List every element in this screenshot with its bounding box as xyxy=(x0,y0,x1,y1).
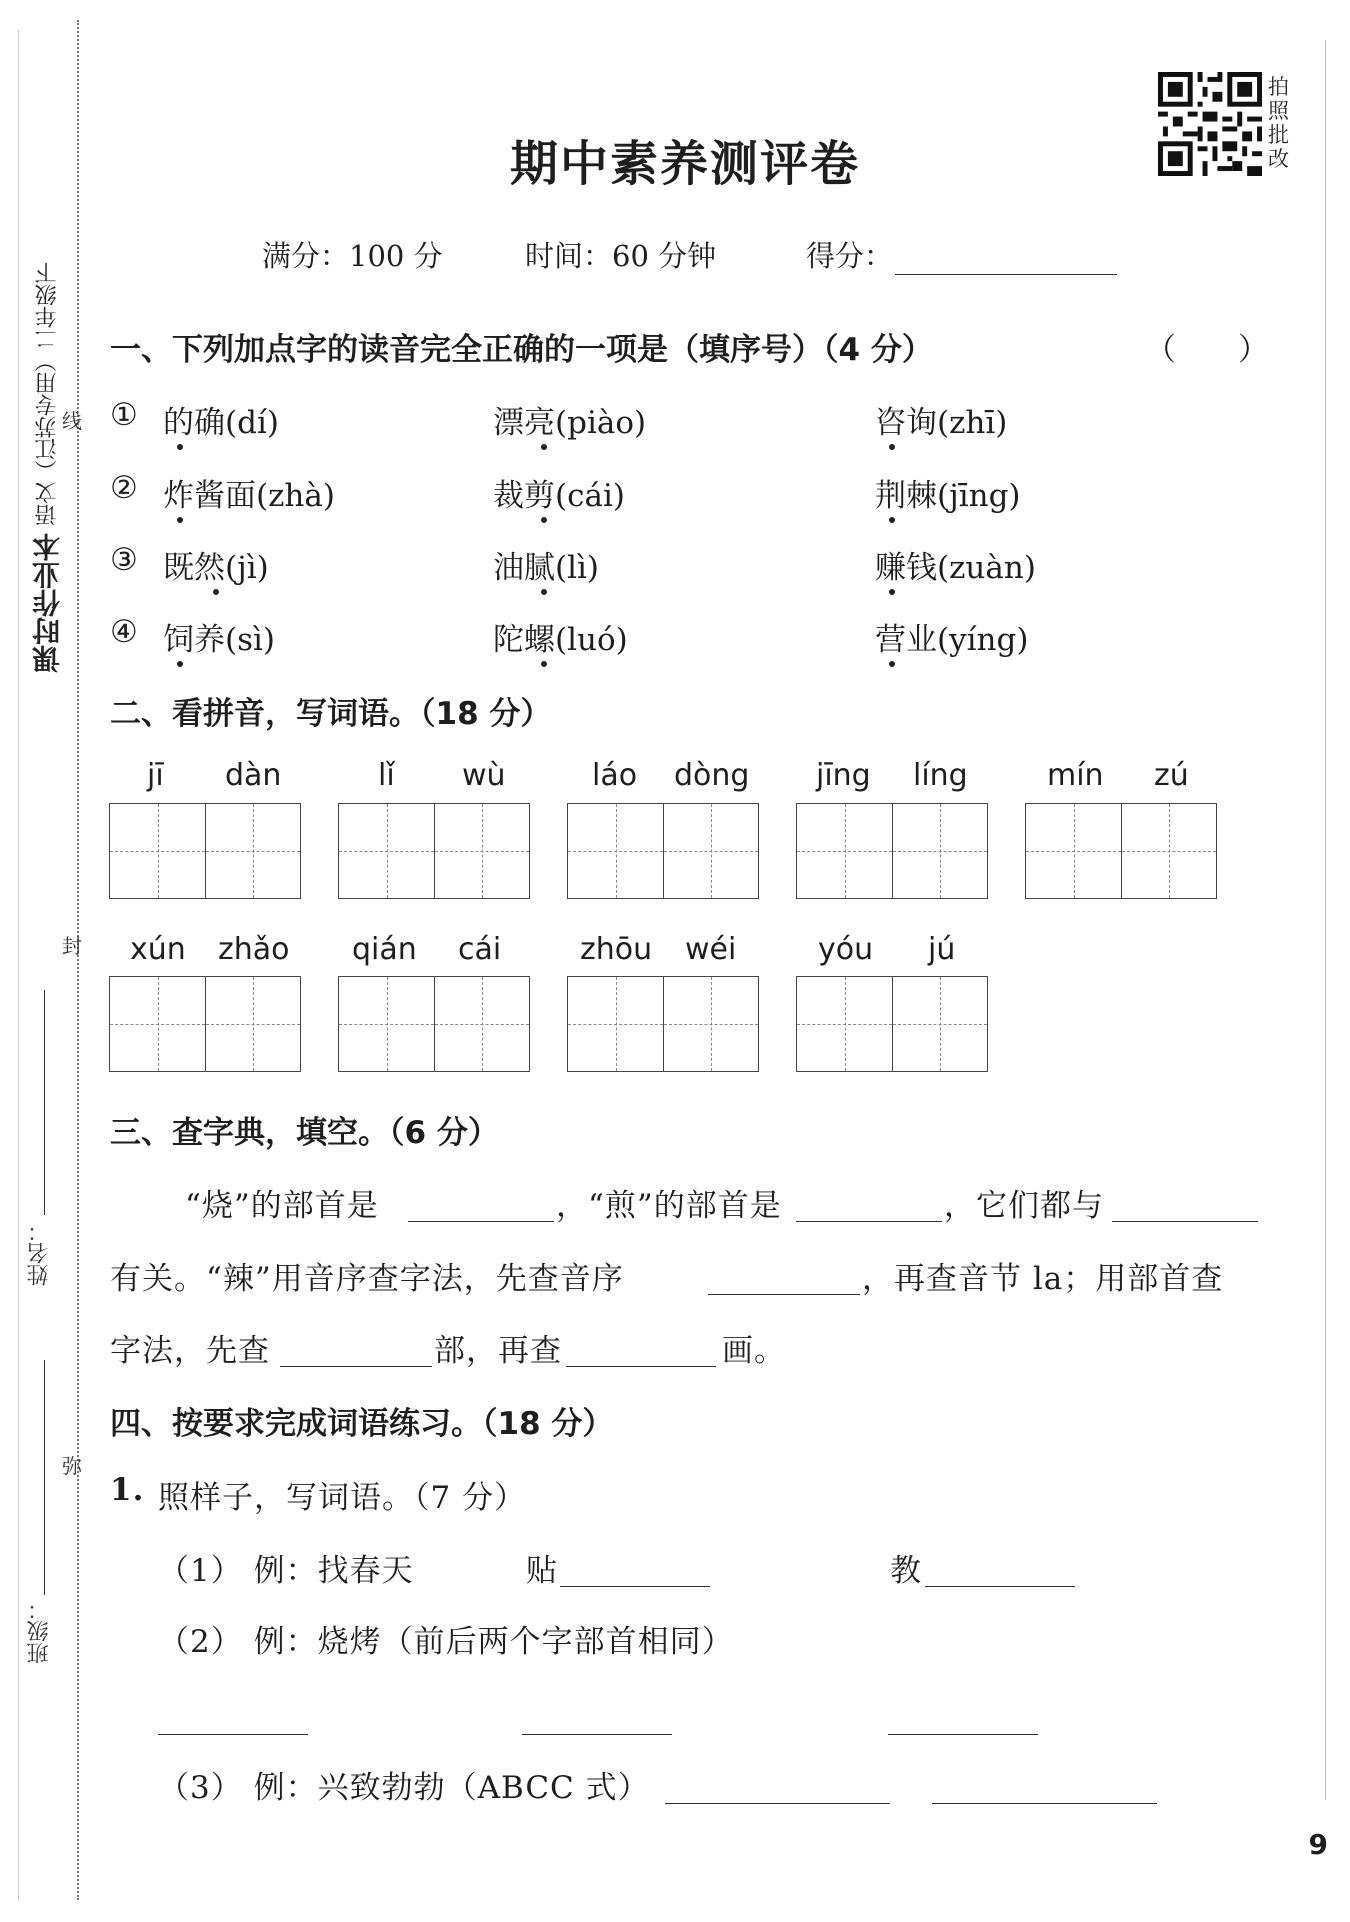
section2-heading: 二、看拼音，写词语。（18 分） xyxy=(110,696,552,732)
emphasis-dot xyxy=(541,589,547,595)
pinyin: jī xyxy=(147,758,164,793)
binding-char-seal: 封 xyxy=(62,934,82,958)
section3-heading: 三、查字典，填空。（6 分） xyxy=(110,1115,499,1151)
edition-name: 语文（江苏专用）二年级下 xyxy=(35,262,60,526)
pinyin: yóu xyxy=(818,932,874,967)
option-number: ① xyxy=(110,397,138,433)
example-1-prompt: 贴 xyxy=(526,1553,558,1589)
fill-text: 有关。“辣”用音序查字法，先查音序 xyxy=(110,1261,624,1297)
emphasis-dot xyxy=(889,517,895,523)
answer-blank[interactable] xyxy=(560,1585,710,1587)
writing-grid[interactable] xyxy=(109,803,301,899)
emphasis-dot xyxy=(213,589,219,595)
fill-blank[interactable] xyxy=(280,1365,432,1367)
qr-caption-char: 拍 xyxy=(1268,75,1289,99)
qr-caption xyxy=(1268,75,1292,171)
fill-text: 字法，先查 xyxy=(110,1333,270,1369)
qr-caption-char: 批 xyxy=(1268,123,1289,147)
binding-dotted-line xyxy=(77,20,79,1900)
name-write-line[interactable] xyxy=(44,990,45,1215)
emphasis-dot xyxy=(177,661,183,667)
pinyin: zhǎo xyxy=(218,932,290,967)
answer-blank[interactable] xyxy=(158,1733,308,1735)
option-item: 裁剪(cái) xyxy=(493,478,625,514)
pinyin: láo xyxy=(592,758,638,793)
option-item: 漂亮(piào) xyxy=(493,405,647,441)
writing-grid[interactable] xyxy=(796,803,988,899)
example-2: （2） 例：烧烤（前后两个字部首相同） xyxy=(158,1624,734,1660)
pinyin: zhōu xyxy=(580,932,653,967)
class-label: 班级： xyxy=(27,1598,52,1664)
fill-text: 部，再查 xyxy=(434,1333,562,1369)
option-item: 赚钱(zuàn) xyxy=(875,550,1036,586)
option-number: ② xyxy=(110,470,138,506)
score-label: 得分： xyxy=(806,239,894,273)
fill-text: 画。 xyxy=(722,1333,786,1369)
emphasis-dot xyxy=(541,444,547,450)
option-item: 的确(dí) xyxy=(163,405,279,441)
exam-title: 期中素养测评卷 xyxy=(509,136,860,192)
pinyin: qián xyxy=(352,932,417,967)
page-number: 9 xyxy=(1308,1828,1328,1861)
page-edge-line xyxy=(18,30,19,1900)
question-number: 1. xyxy=(110,1472,145,1508)
pinyin: jú xyxy=(928,932,956,967)
option-item: 饲养(sì) xyxy=(163,622,276,658)
spine-label xyxy=(28,262,68,673)
pinyin: zú xyxy=(1154,758,1189,793)
pinyin: líng xyxy=(913,758,968,793)
writing-grid[interactable] xyxy=(567,976,759,1072)
option-item: 油腻(lì) xyxy=(493,550,600,586)
option-item: 咨询(zhī) xyxy=(875,405,1008,441)
name-label: 姓名： xyxy=(27,1220,52,1286)
answer-blank[interactable] xyxy=(665,1802,890,1804)
example-1-prompt: 教 xyxy=(890,1553,922,1589)
writing-grid[interactable] xyxy=(1025,803,1217,899)
writing-grid[interactable] xyxy=(567,803,759,899)
answer-blank[interactable] xyxy=(888,1733,1038,1735)
fill-blank[interactable] xyxy=(1112,1220,1258,1222)
pinyin: dàn xyxy=(225,758,282,793)
emphasis-dot xyxy=(889,589,895,595)
fill-text: “烧”的部首是 xyxy=(185,1188,379,1224)
class-write-line[interactable] xyxy=(44,1360,45,1595)
option-number: ③ xyxy=(110,542,138,578)
pinyin: mín xyxy=(1047,758,1104,793)
qr-caption-char: 改 xyxy=(1268,147,1289,171)
section1-answer-paren[interactable]: （ ） xyxy=(1145,332,1269,368)
pinyin: dòng xyxy=(674,758,750,793)
answer-blank[interactable] xyxy=(925,1585,1075,1587)
qr-caption-char: 照 xyxy=(1268,99,1289,123)
binding-char-mi: 弥 xyxy=(62,1454,82,1478)
writing-grid[interactable] xyxy=(338,976,530,1072)
section4-heading: 四、按要求完成词语练习。（18 分） xyxy=(110,1406,614,1442)
example-1: （1） 例：找春天 xyxy=(158,1553,414,1589)
right-edge-line xyxy=(1325,40,1326,1800)
option-number: ④ xyxy=(110,614,138,650)
fill-blank[interactable] xyxy=(796,1220,942,1222)
emphasis-dot xyxy=(541,661,547,667)
option-item: 陀螺(luó) xyxy=(493,622,628,658)
qr-code-icon[interactable] xyxy=(1158,72,1262,176)
emphasis-dot xyxy=(889,444,895,450)
pinyin: lǐ xyxy=(378,758,395,793)
question-text: 照样子，写词语。（7 分） xyxy=(158,1480,527,1516)
answer-blank[interactable] xyxy=(932,1802,1157,1804)
writing-grid[interactable] xyxy=(109,976,301,1072)
emphasis-dot xyxy=(889,661,895,667)
emphasis-dot xyxy=(177,444,183,450)
pinyin: wù xyxy=(462,758,506,793)
option-item: 既然(jì) xyxy=(163,550,269,586)
writing-grid[interactable] xyxy=(796,976,988,1072)
time-limit: 时间：60 分钟 xyxy=(525,239,717,273)
binding-char-line: 线 xyxy=(62,409,82,433)
fill-text: ，“煎”的部首是 xyxy=(556,1188,782,1224)
example-3: （3） 例：兴致勃勃（ABCC 式） xyxy=(158,1770,650,1806)
emphasis-dot xyxy=(541,517,547,523)
section1-heading: 一、下列加点字的读音完全正确的一项是（填序号）（4 分） xyxy=(110,332,933,368)
full-score: 满分：100 分 xyxy=(262,239,443,273)
pinyin: jīng xyxy=(816,758,871,793)
series-name: 课时作业本 xyxy=(31,533,64,673)
pinyin: cái xyxy=(458,932,502,967)
option-item: 炸酱面(zhà) xyxy=(163,478,335,514)
answer-blank[interactable] xyxy=(522,1733,672,1735)
option-item: 营业(yíng) xyxy=(875,622,1029,658)
option-item: 荆棘(jīng) xyxy=(875,478,1021,514)
score-blank[interactable] xyxy=(895,273,1117,275)
fill-blank[interactable] xyxy=(566,1365,716,1367)
pinyin: wéi xyxy=(685,932,737,967)
fill-text: ，它们都与 xyxy=(944,1188,1104,1224)
fill-blank[interactable] xyxy=(408,1220,554,1222)
fill-text: ，再查音节 la；用部首查 xyxy=(862,1261,1224,1297)
pinyin: xún xyxy=(130,932,186,967)
writing-grid[interactable] xyxy=(338,803,530,899)
emphasis-dot xyxy=(177,517,183,523)
fill-blank[interactable] xyxy=(708,1293,860,1295)
